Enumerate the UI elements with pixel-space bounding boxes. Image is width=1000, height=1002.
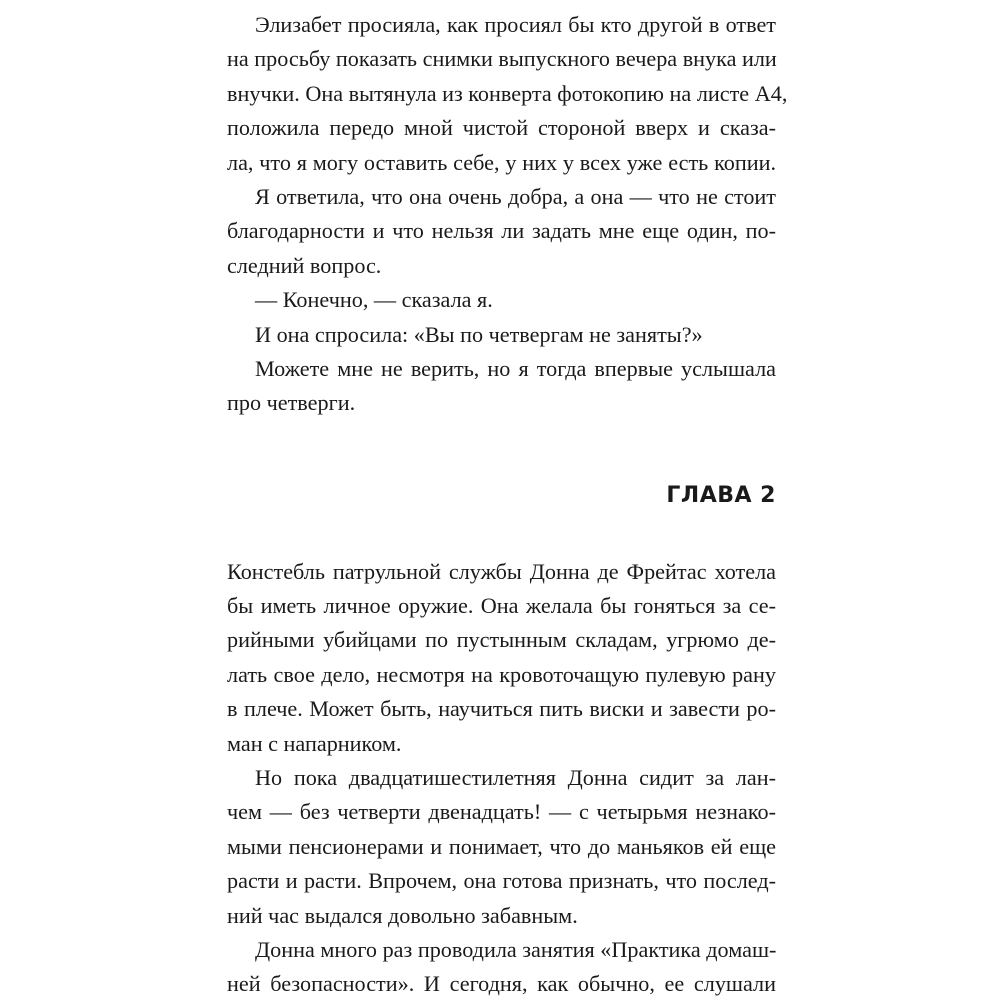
- text-line: ман с напарником.: [227, 730, 402, 756]
- text-line: мыми пенсионерами и понимает, что до маньяков ей еще: [227, 833, 776, 859]
- text-line: рийными убийцами по пустынным складам, угрюмо де-: [227, 627, 776, 653]
- text-line: лать свое дело, несмотря на кровоточащую пулевую рану: [227, 661, 776, 687]
- text-line: на просьбу показать снимки выпускного вечера внука или: [227, 46, 777, 72]
- chapter-spacer: [227, 516, 776, 555]
- text-line: ний час выдался довольно забавным.: [227, 902, 578, 928]
- book-page: [227, 8, 788, 1002]
- text-line: бы иметь личное оружие. Она желала бы гоняться за се-: [227, 593, 776, 619]
- text-line: Элизабет просияла, как просиял бы кто другой в ответ: [255, 12, 776, 37]
- chapter-spacer: [227, 421, 776, 476]
- text-line: Я ответила, что она очень добра, а она — что не стоит: [255, 183, 776, 209]
- text-line: внучки. Она вытянула из конверта фотокопию на листе А4,: [227, 80, 788, 106]
- text-line: Можете мне не верить, но я тогда впервые услышала: [255, 355, 776, 381]
- text-line: Констебль патрульной службы Донна де Фрейтас хотела: [227, 558, 776, 584]
- text-line: благодарности и что нельзя ли задать мне еще один, по-: [227, 218, 776, 244]
- text-line: в плече. Может быть, научиться пить виски и завести ро-: [227, 696, 776, 722]
- text-line: положила передо мной чистой стороной вверх и сказа-: [227, 115, 776, 141]
- text-line: чем — без четверти двенадцать! — с четырьмя незнако-: [227, 799, 776, 825]
- text-line: ла, что я могу оставить себе, у них у всех уже есть копии.: [227, 149, 776, 175]
- text-line: про четверги.: [227, 390, 356, 416]
- text-line: Донна много раз проводила занятия «Практика домаш-: [255, 936, 777, 962]
- text-line: ней безопасности». И сегодня, как обычно, ее слушали: [227, 971, 776, 997]
- section-1: [227, 8, 788, 421]
- text-line: — Конечно, — сказала я.: [255, 287, 493, 313]
- chapter-heading: ГЛАВА 2: [666, 482, 776, 508]
- text-line: И она спросила: «Вы по четвергам не заняты?»: [255, 321, 703, 347]
- text-line: следний вопрос.: [227, 252, 382, 278]
- section-2: [227, 555, 776, 1002]
- text-line: расти и расти. Впрочем, она готова признать, что послед-: [227, 868, 776, 894]
- text-line: Но пока двадцатишестилетняя Донна сидит за лан-: [255, 765, 776, 791]
